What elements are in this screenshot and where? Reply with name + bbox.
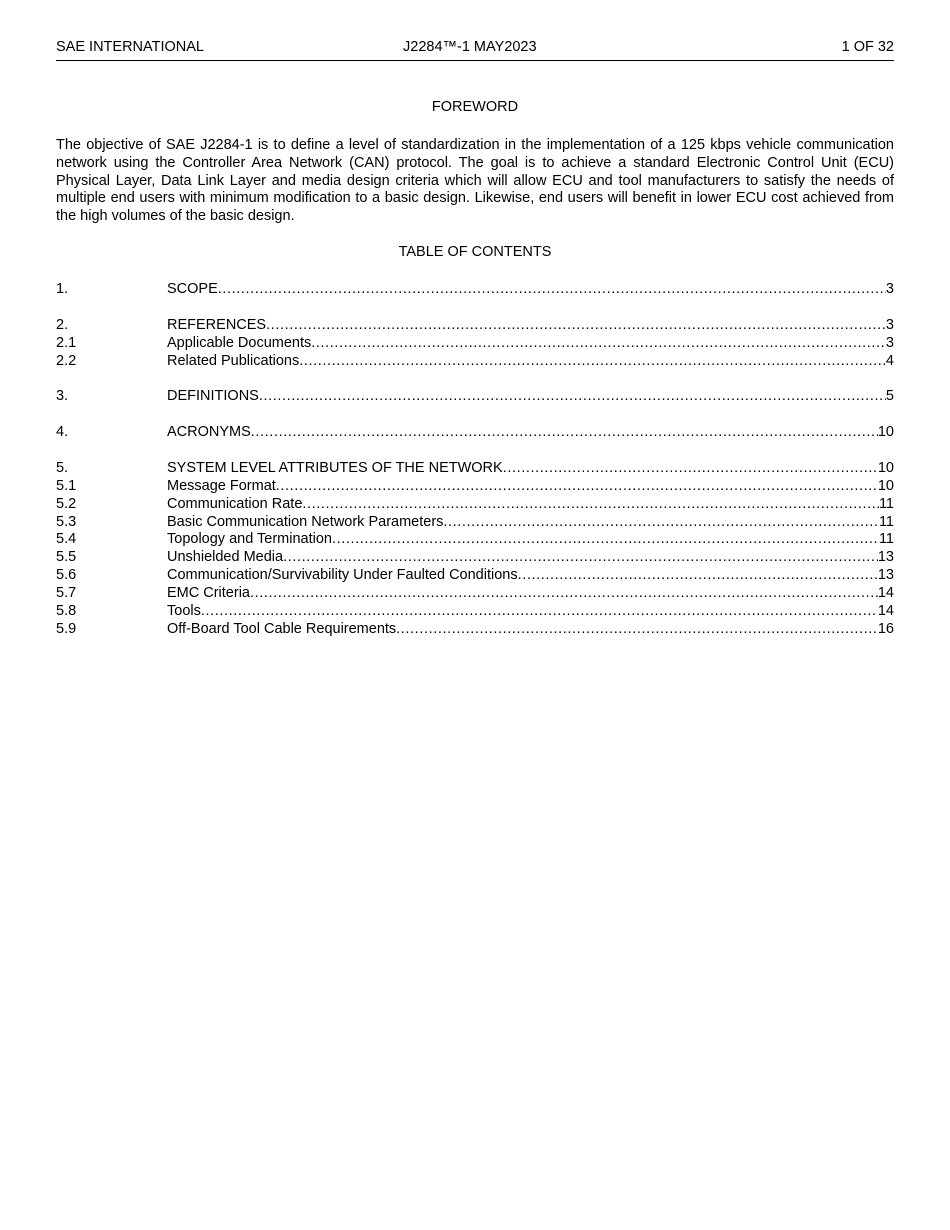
toc-entry-title: SYSTEM LEVEL ATTRIBUTES OF THE NETWORK (167, 459, 503, 476)
toc-dot-leader (311, 335, 886, 353)
toc-entry[interactable] (56, 585, 894, 603)
toc-entry-number: 5.7 (56, 585, 77, 602)
toc-entry-title: SCOPE (167, 281, 218, 297)
toc-entry-title: EMC Criteria (167, 585, 250, 602)
toc-entry-page: 4 (885, 352, 894, 369)
toc-entry[interactable] (56, 478, 894, 496)
toc-entry-number: 3. (56, 388, 69, 405)
toc-entry-number: 5.8 (56, 603, 77, 620)
table-of-contents (56, 281, 894, 639)
toc-entry[interactable] (56, 424, 894, 442)
toc-entry-number: 5.9 (56, 620, 77, 637)
toc-dot-leader (302, 496, 879, 514)
toc-entry-page: 11 (878, 531, 894, 548)
toc-entry-page: 14 (877, 585, 894, 602)
toc-entry[interactable] (56, 567, 894, 585)
running-header (56, 38, 894, 61)
toc-dot-leader (251, 424, 878, 442)
toc-dot-leader (250, 585, 878, 603)
toc-entry-title: Communication Rate (167, 495, 303, 512)
toc-entry[interactable] (56, 460, 894, 478)
toc-entry-page: 3 (885, 281, 894, 297)
toc-dot-leader (218, 281, 886, 299)
toc-entry-number: 5.4 (56, 531, 77, 548)
toc-entry-number: 1. (56, 281, 69, 297)
toc-entry[interactable] (56, 353, 894, 371)
toc-dot-leader (276, 478, 878, 496)
toc-entry-title: Off-Board Tool Cable Requirements (167, 620, 397, 637)
toc-dot-leader (396, 621, 878, 639)
toc-entry-title: Topology and Termination (167, 531, 332, 548)
toc-entry-title: Related Publications (167, 352, 300, 369)
toc-entry-page: 10 (877, 424, 894, 441)
toc-dot-leader (332, 531, 879, 549)
toc-entry-page: 13 (877, 567, 894, 584)
toc-entry-number: 2.2 (56, 352, 77, 369)
toc-entry[interactable] (56, 388, 894, 406)
toc-entry-page: 16 (877, 620, 894, 637)
toc-entry-page: 11 (878, 513, 894, 530)
toc-entry-page: 5 (885, 388, 894, 405)
toc-dot-leader (266, 317, 886, 335)
toc-entry[interactable] (56, 621, 894, 639)
toc-entry-number: 5.6 (56, 567, 77, 584)
toc-entry-number: 5.2 (56, 495, 77, 512)
toc-entry-page: 3 (885, 334, 894, 351)
toc-entry-page: 11 (878, 495, 894, 512)
header-page-indicator: 1 OF 32 (841, 39, 894, 55)
toc-entry[interactable] (56, 603, 894, 621)
toc-entry-title: Basic Communication Network Parameters (167, 513, 444, 530)
toc-entry-title: Communication/Survivability Under Faulted Conditions (167, 567, 518, 584)
toc-entry-title: ACRONYMS (167, 424, 251, 441)
toc-entry-page: 10 (877, 477, 894, 494)
toc-entry-title: REFERENCES (167, 316, 267, 333)
toc-entry[interactable] (56, 531, 894, 549)
toc-entry-number: 5. (56, 459, 69, 476)
toc-entry-number: 2. (56, 316, 69, 333)
toc-entry-title: Message Format (167, 477, 276, 494)
toc-entry-number: 2.1 (56, 334, 77, 351)
toc-entry[interactable] (56, 496, 894, 514)
toc-dot-leader (201, 603, 878, 621)
toc-dot-leader (518, 567, 878, 585)
toc-entry[interactable] (56, 549, 894, 567)
toc-entry-page: 10 (877, 459, 894, 476)
toc-entry-number: 5.5 (56, 549, 77, 566)
foreword-paragraph: The objective of SAE J2284-1 is to define a level of standardization in the implementation of a 125 kbps vehicle communication network using the Controller Area Network (CAN) protocol. The goal is to achieve a standard Electronic Control Unit (ECU) Physical Layer, Data Link Layer and media design criteria which will allow ECU and tool manufacturers to satisfy the needs of multiple end users with minimum modification to a basic design. Likewise, end users will benefit in lower ECU cost achieved from the high volumes of the basic design. (56, 137, 894, 225)
toc-entry[interactable] (56, 335, 894, 353)
toc-dot-leader (259, 388, 886, 406)
toc-entry[interactable] (56, 281, 894, 299)
toc-entry[interactable] (56, 317, 894, 335)
toc-entry-number: 5.3 (56, 513, 77, 530)
toc-dot-leader (283, 549, 878, 567)
toc-entry[interactable] (56, 514, 894, 532)
toc-entry-page: 14 (877, 603, 894, 620)
toc-entry-number: 5.1 (56, 477, 77, 494)
toc-entry-number: 4. (56, 424, 69, 441)
toc-entry-title: DEFINITIONS (167, 388, 259, 405)
toc-dot-leader (443, 514, 879, 532)
toc-entry-title: Unshielded Media (167, 549, 284, 566)
toc-entry-title: Tools (167, 603, 201, 620)
header-document-id: J2284™-1 MAY2023 (403, 39, 537, 55)
foreword-heading: FOREWORD (431, 99, 519, 115)
toc-heading: TABLE OF CONTENTS (398, 244, 552, 260)
toc-entry-title: Applicable Documents (167, 334, 312, 351)
toc-dot-leader (503, 460, 878, 478)
toc-entry-page: 13 (877, 549, 894, 566)
toc-dot-leader (299, 353, 886, 371)
toc-entry-page: 3 (885, 316, 894, 333)
header-organization: SAE INTERNATIONAL (56, 39, 204, 55)
